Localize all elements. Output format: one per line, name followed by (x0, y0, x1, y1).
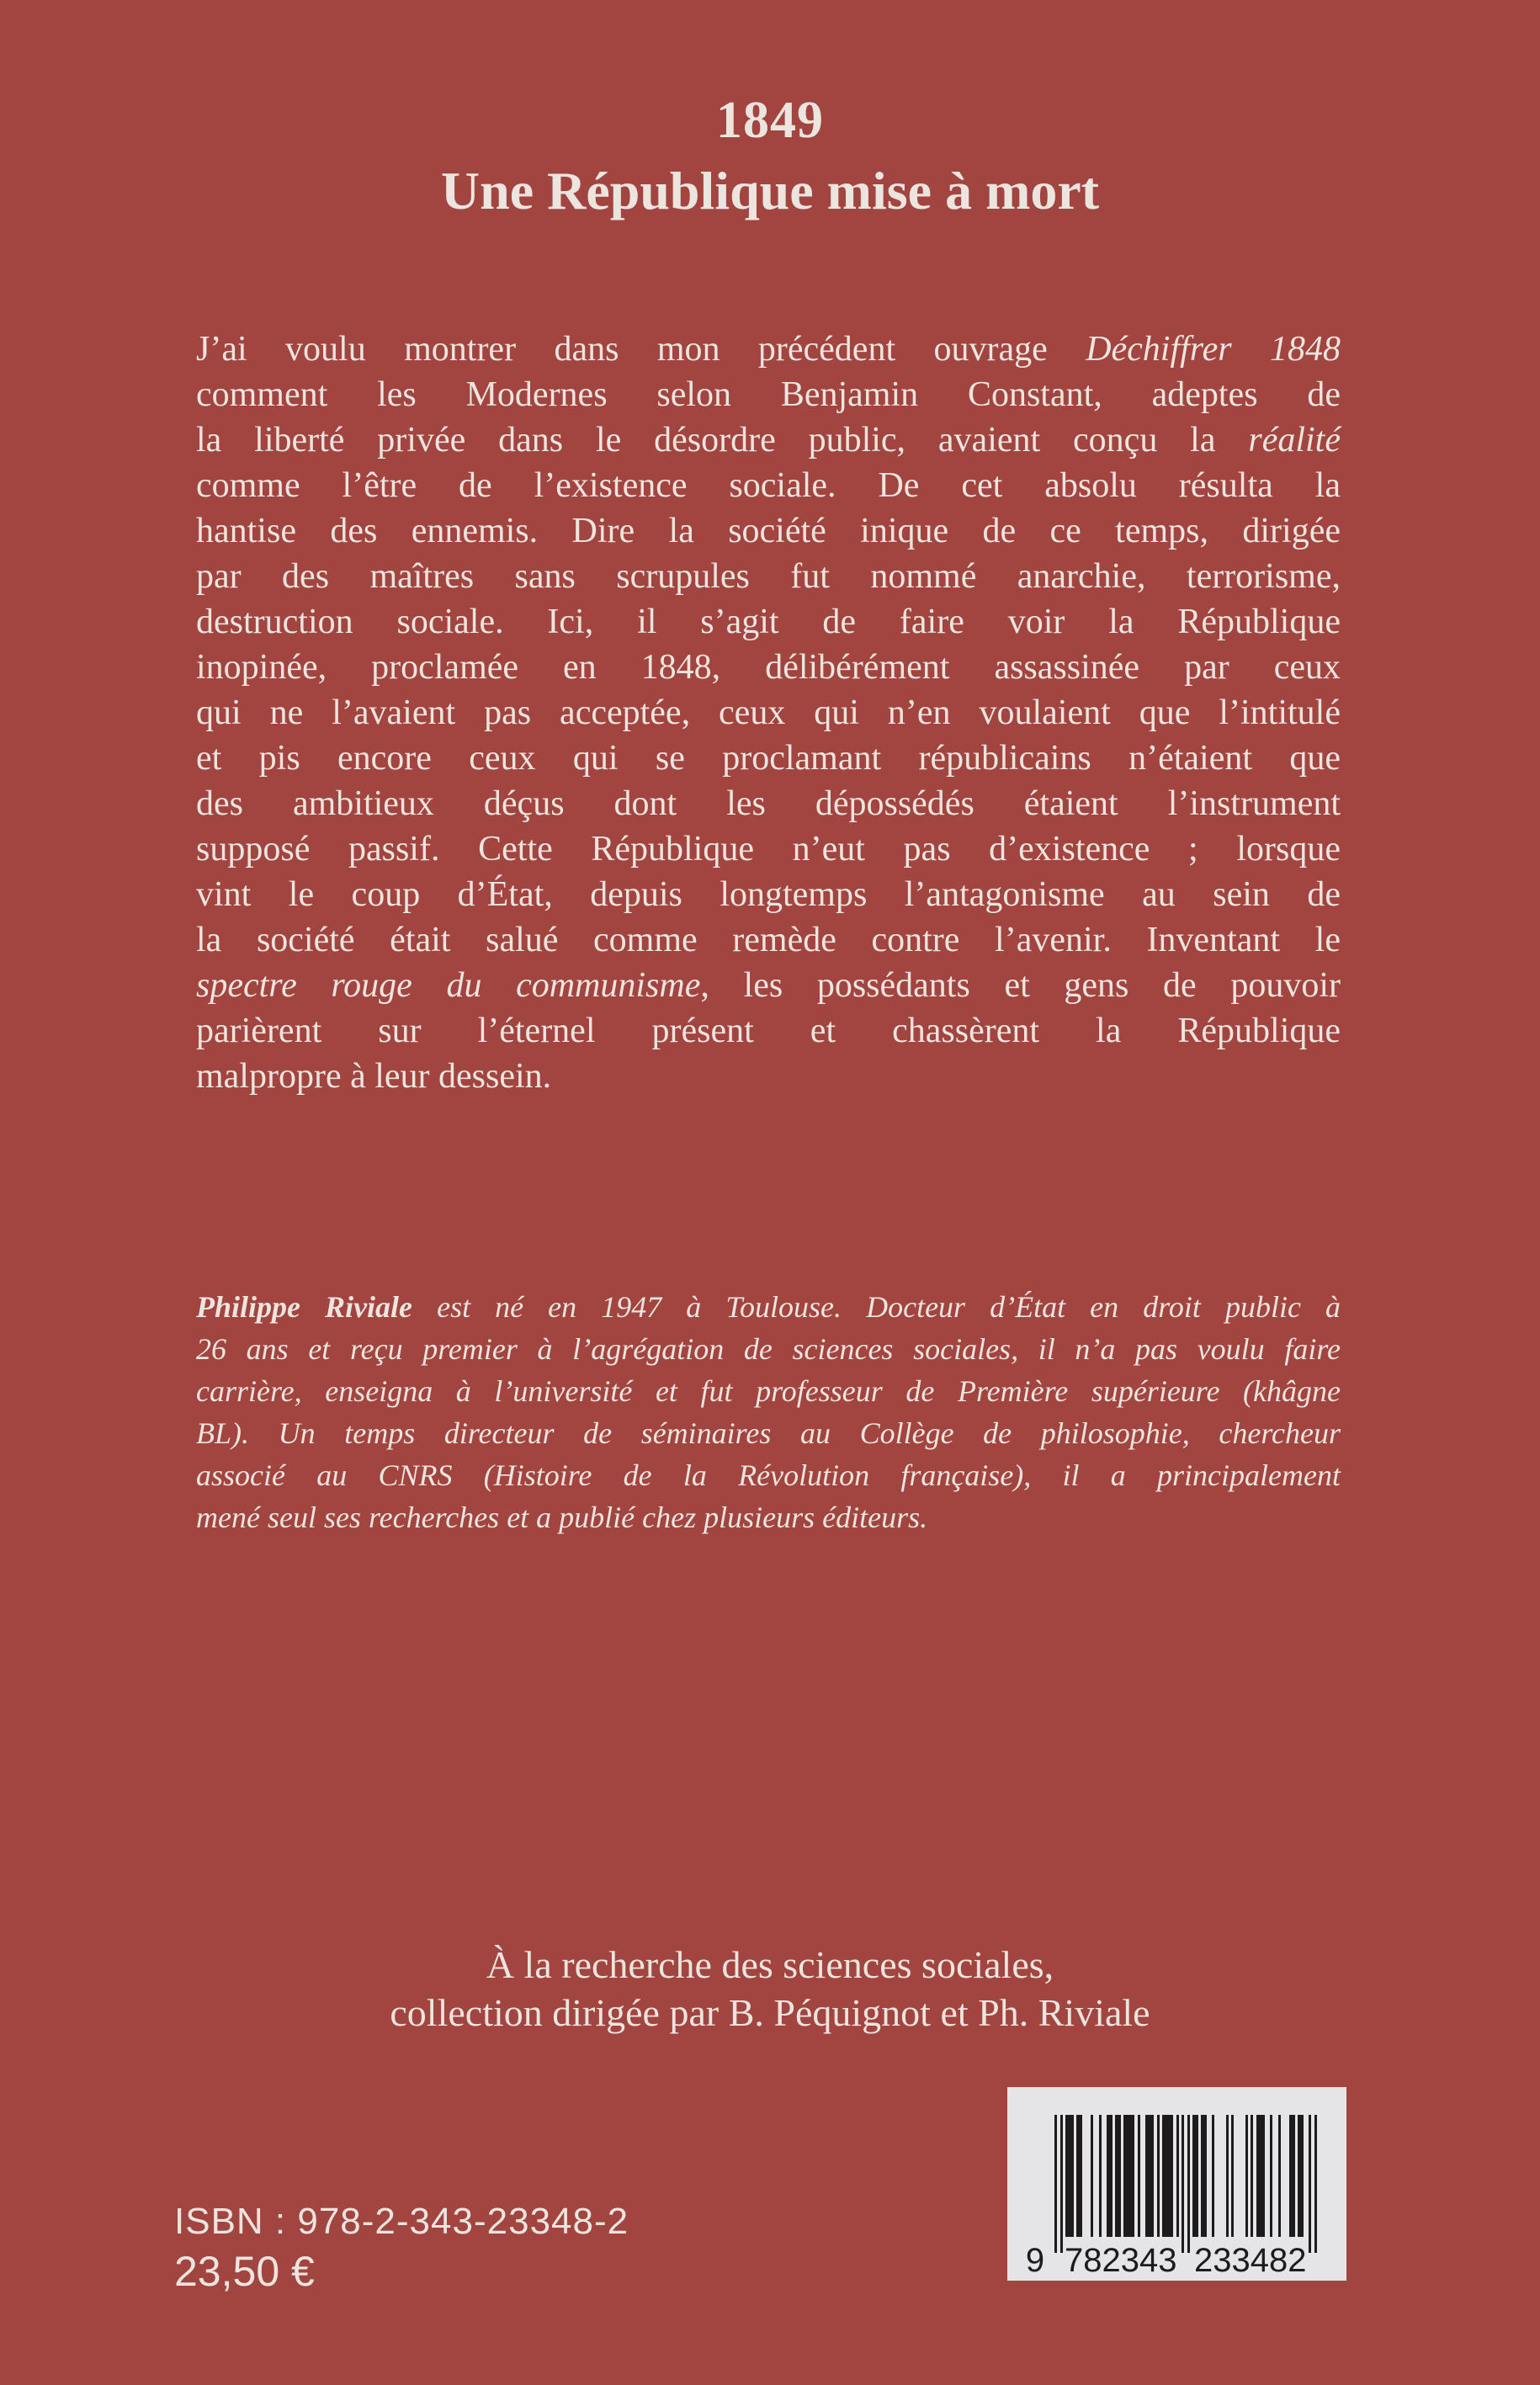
barcode-bar (1187, 2115, 1190, 2253)
text-line: inopinée, proclamée en 1848, délibérément assassinée par ceux (196, 648, 1341, 687)
barcode-bar (1201, 2115, 1207, 2237)
barcode-bar (1231, 2115, 1234, 2237)
text-line: la société était salué comme remède contre l’avenir. Inventant le (196, 921, 1341, 959)
text-line: la liberté privée dans le désordre public, avaient conçu la réalité (196, 421, 1341, 459)
barcode-bar (1065, 2115, 1074, 2237)
barcode-bar (1278, 2115, 1281, 2237)
barcode (1007, 2087, 1346, 2281)
isbn-text: ISBN : 978-2-343-23348-2 (174, 2201, 629, 2242)
book-year: 1849 (716, 92, 824, 149)
barcode-bar (1289, 2115, 1295, 2237)
barcode-bar (1176, 2115, 1179, 2237)
barcode-bar (1115, 2115, 1121, 2237)
text-line: associé au CNRS (Histoire de la Révolution française), il a principalement (196, 1458, 1341, 1492)
barcode-bar (1157, 2115, 1160, 2237)
text-line: malpropre à leur dessein. (196, 1057, 552, 1096)
collection-name: À la recherche des sciences sociales, (486, 1943, 1054, 1986)
collection-directors: collection dirigée par B. Péquignot et Ph. Riviale (390, 1991, 1150, 2034)
barcode-bar (1123, 2115, 1134, 2237)
barcode-bar (1060, 2115, 1063, 2253)
text-line: qui ne l’avaient pas acceptée, ceux qui n’en voulaient que l’intitulé (196, 693, 1341, 732)
synopsis-paragraph (196, 327, 1341, 1099)
barcode-bar (1251, 2115, 1253, 2237)
text-line: mené seul ses recherches et a publié chez plusieurs éditeurs. (196, 1501, 928, 1534)
barcode-bar (1091, 2115, 1093, 2237)
text-line: parièrent sur l’éternel présent et chassèrent la République (196, 1012, 1341, 1050)
barcode-bars (1054, 2115, 1317, 2253)
author-bio (196, 1286, 1341, 1538)
barcode-bar (1226, 2115, 1229, 2237)
text-line: comment les Modernes selon Benjamin Constant, adeptes de (196, 375, 1341, 414)
barcode-digit-lead: 9 (1025, 2242, 1045, 2279)
text-line: 26 ans et reçu premier à l’agrégation de sciences sociales, il n’a pas voulu faire (196, 1332, 1341, 1366)
barcode-bar (1256, 2115, 1265, 2237)
text-line: carrière, enseigna à l’université et fut professeur de Première supérieure (khâgne (196, 1374, 1341, 1408)
barcode-digits (1007, 2244, 1346, 2277)
barcode-digits-left: 7 8 2 3 4 3 (1065, 2242, 1177, 2279)
text-line: comme l’être de l’existence sociale. De cet absolu résulta la (196, 466, 1341, 505)
barcode-bar (1270, 2115, 1272, 2237)
text-line: des ambitieux déçus dont les dépossédés étaient l’instrument (196, 784, 1341, 823)
text-line: BL). Un temps directeur de séminaires au Collège de philosophie, chercheur (196, 1416, 1341, 1450)
barcode-bar (1138, 2115, 1140, 2237)
book-title: Une République mise à mort (440, 161, 1100, 220)
text-line: spectre rouge du communisme, les possédants et gens de pouvoir (196, 966, 1341, 1005)
collection-note (0, 1941, 1540, 2037)
text-line: hantise des ennemis. Dire la société inique de ce temps, dirigée (196, 512, 1341, 550)
barcode-bar (1099, 2115, 1102, 2237)
barcode-bar (1245, 2115, 1248, 2237)
text-line: et pis encore ceux qui se proclamant républicains n’étaient que (196, 739, 1341, 778)
barcode-bar (1162, 2115, 1173, 2237)
barcode-bar (1076, 2115, 1082, 2237)
barcode-bar (1298, 2115, 1304, 2237)
text-line: J’ai voulu montrer dans mon précédent ouvrage Déchiffrer 1848 (196, 330, 1341, 369)
text-line: vint le coup d’État, depuis longtemps l’antagonisme au sein de (196, 875, 1341, 914)
barcode-digits-right: 2 3 3 4 8 2 (1194, 2242, 1307, 2279)
text-line: Philippe Riviale est né en 1947 à Toulouse. Docteur d’État en droit public à (196, 1290, 1341, 1324)
barcode-bar (1192, 2115, 1198, 2237)
text-line: par des maîtres sans scrupules fut nommé anarchie, terrorisme, (196, 557, 1341, 596)
barcode-bar (1314, 2115, 1317, 2253)
barcode-bar (1182, 2115, 1184, 2253)
text-line: supposé passif. Cette République n’eut pas d’existence ; lorsque (196, 830, 1341, 868)
barcode-bar (1145, 2115, 1154, 2237)
text-line: destruction sociale. Ici, il s’agit de faire voir la République (196, 603, 1341, 641)
price-text: 23,50 € (174, 2248, 315, 2295)
barcode-bar (1309, 2115, 1311, 2253)
barcode-bar (1054, 2115, 1057, 2253)
barcode-bar (1107, 2115, 1113, 2237)
barcode-bar (1212, 2115, 1214, 2237)
